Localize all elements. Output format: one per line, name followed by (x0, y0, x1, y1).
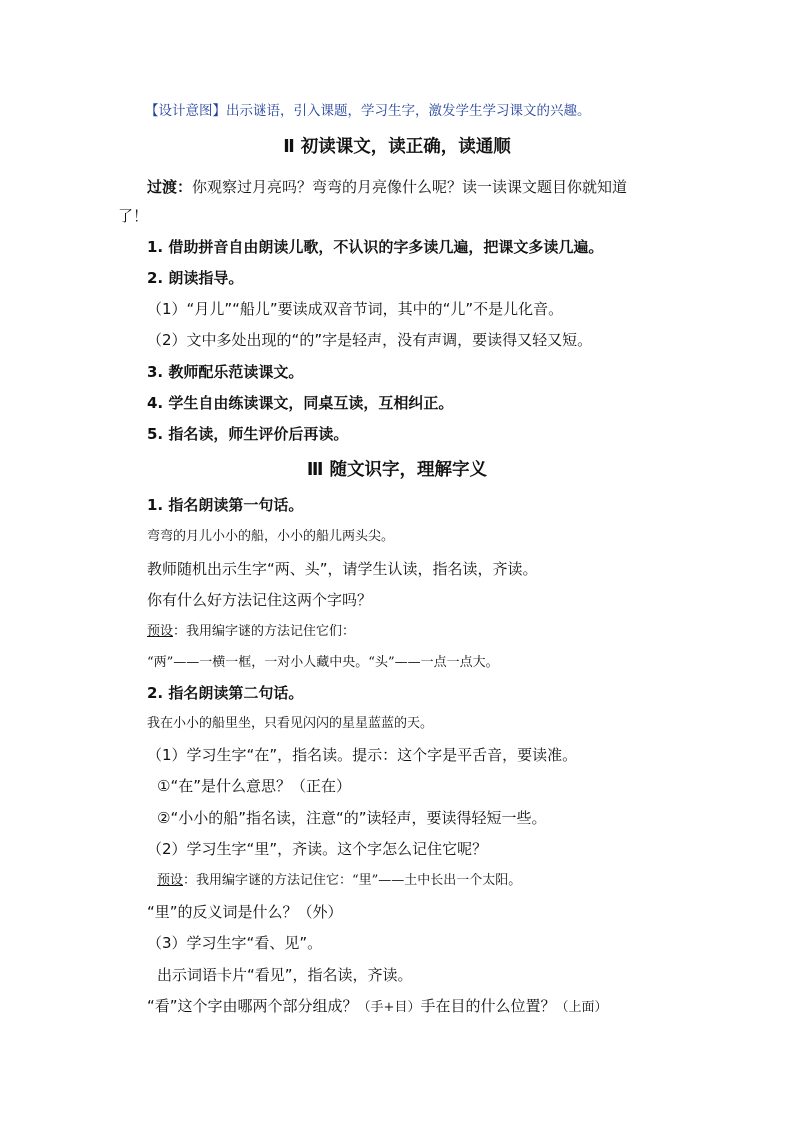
design-intent-note: 【设计意图】出示谜语，引入课题，学习生字，激发学生学习课文的兴趣。 (145, 103, 591, 119)
reading-step-3: 3. 教师配乐范读课文。 (147, 363, 304, 381)
reading-guide-1: （1）“月儿”“船儿”要读成双音节词，其中的“儿”不是儿化音。 (147, 300, 564, 318)
step-read-second-sentence: 2. 指名朗读第二句话。 (147, 684, 304, 702)
learn-characters-kan-jian: （3）学习生字“看、见”。 (147, 934, 323, 952)
step-read-first-sentence: 1. 指名朗读第一句话。 (147, 496, 304, 514)
li-antonym-question: “里”的反义词是什么？（外） (147, 903, 343, 921)
preset-text-2: ：我用编字谜的方法记住它：“里”——土中长出一个太阳。 (183, 873, 522, 888)
section-3-heading: Ⅲ 随文识字，理解字义 (306, 460, 488, 480)
transition-line-2: 了！ (118, 207, 149, 225)
teacher-show-characters: 教师随机出示生字“两、头”，请学生认读，指名读，齐读。 (147, 560, 538, 578)
zai-meaning-question: ①“在”是什么意思？（正在） (157, 777, 351, 795)
second-sentence-text: 我在小小的船里坐，只看见闪闪的星星蓝蓝的天。 (147, 716, 434, 731)
show-word-card-kanjian: 出示词语卡片“看见”，指名读，齐读。 (157, 966, 413, 984)
memory-method-question: 你有什么好方法记住这两个字吗？ (147, 591, 373, 609)
preset-label-2: 预设 (157, 873, 184, 888)
kan-answer-part-1: （手+目） (357, 1000, 421, 1015)
preset-line-1 (147, 621, 355, 643)
transition-label: 过渡： (147, 178, 193, 196)
transition-line-1 (147, 176, 627, 198)
preset-line-2 (157, 870, 521, 892)
preset-label: 预设 (147, 624, 174, 639)
reading-step-1: 1. 借助拼音自由朗读儿歌，不认识的字多读几遍，把课文多读几遍。 (147, 238, 604, 256)
xiaoxiao-de-chuan-reading: ②“小小的船”指名读，注意“的”读轻声，要读得轻短一些。 (157, 809, 547, 827)
riddle-liang-tou: “两”——一横一框，一对小人藏中央。“头”——一点一点大。 (147, 655, 499, 670)
kan-structure-question (147, 995, 607, 1019)
kan-question-part-2: 手在目的什么位置？ (420, 997, 556, 1015)
learn-character-zai: （1）学习生字“在”，指名读。提示：这个字是平舌音，要读准。 (147, 746, 578, 764)
reading-step-4: 4. 学生自由练读课文，同桌互读，互相纠正。 (147, 394, 454, 412)
reading-guide-2: （2）文中多处出现的“的”字是轻声，没有声调，要读得又轻又短。 (147, 331, 593, 349)
learn-character-li: （2）学习生字“里”，齐读。这个字怎么记住它呢？ (147, 840, 488, 858)
kan-answer-part-2: （上面） (555, 1000, 608, 1015)
section-2-heading: Ⅱ 初读课文，读正确，读通顺 (283, 137, 511, 157)
first-sentence-text: 弯弯的月儿小小的船，小小的船儿两头尖。 (147, 529, 395, 544)
transition-text-1: 你观察过月亮吗？弯弯的月亮像什么呢？读一读课文题目你就知道 (192, 178, 628, 196)
reading-step-2: 2. 朗读指导。 (147, 269, 244, 287)
kan-question-part-1: “看”这个字由哪两个部分组成？ (147, 997, 358, 1015)
reading-step-5: 5. 指名读，师生评价后再读。 (147, 425, 349, 443)
preset-text: ：我用编字谜的方法记住它们： (173, 624, 356, 639)
